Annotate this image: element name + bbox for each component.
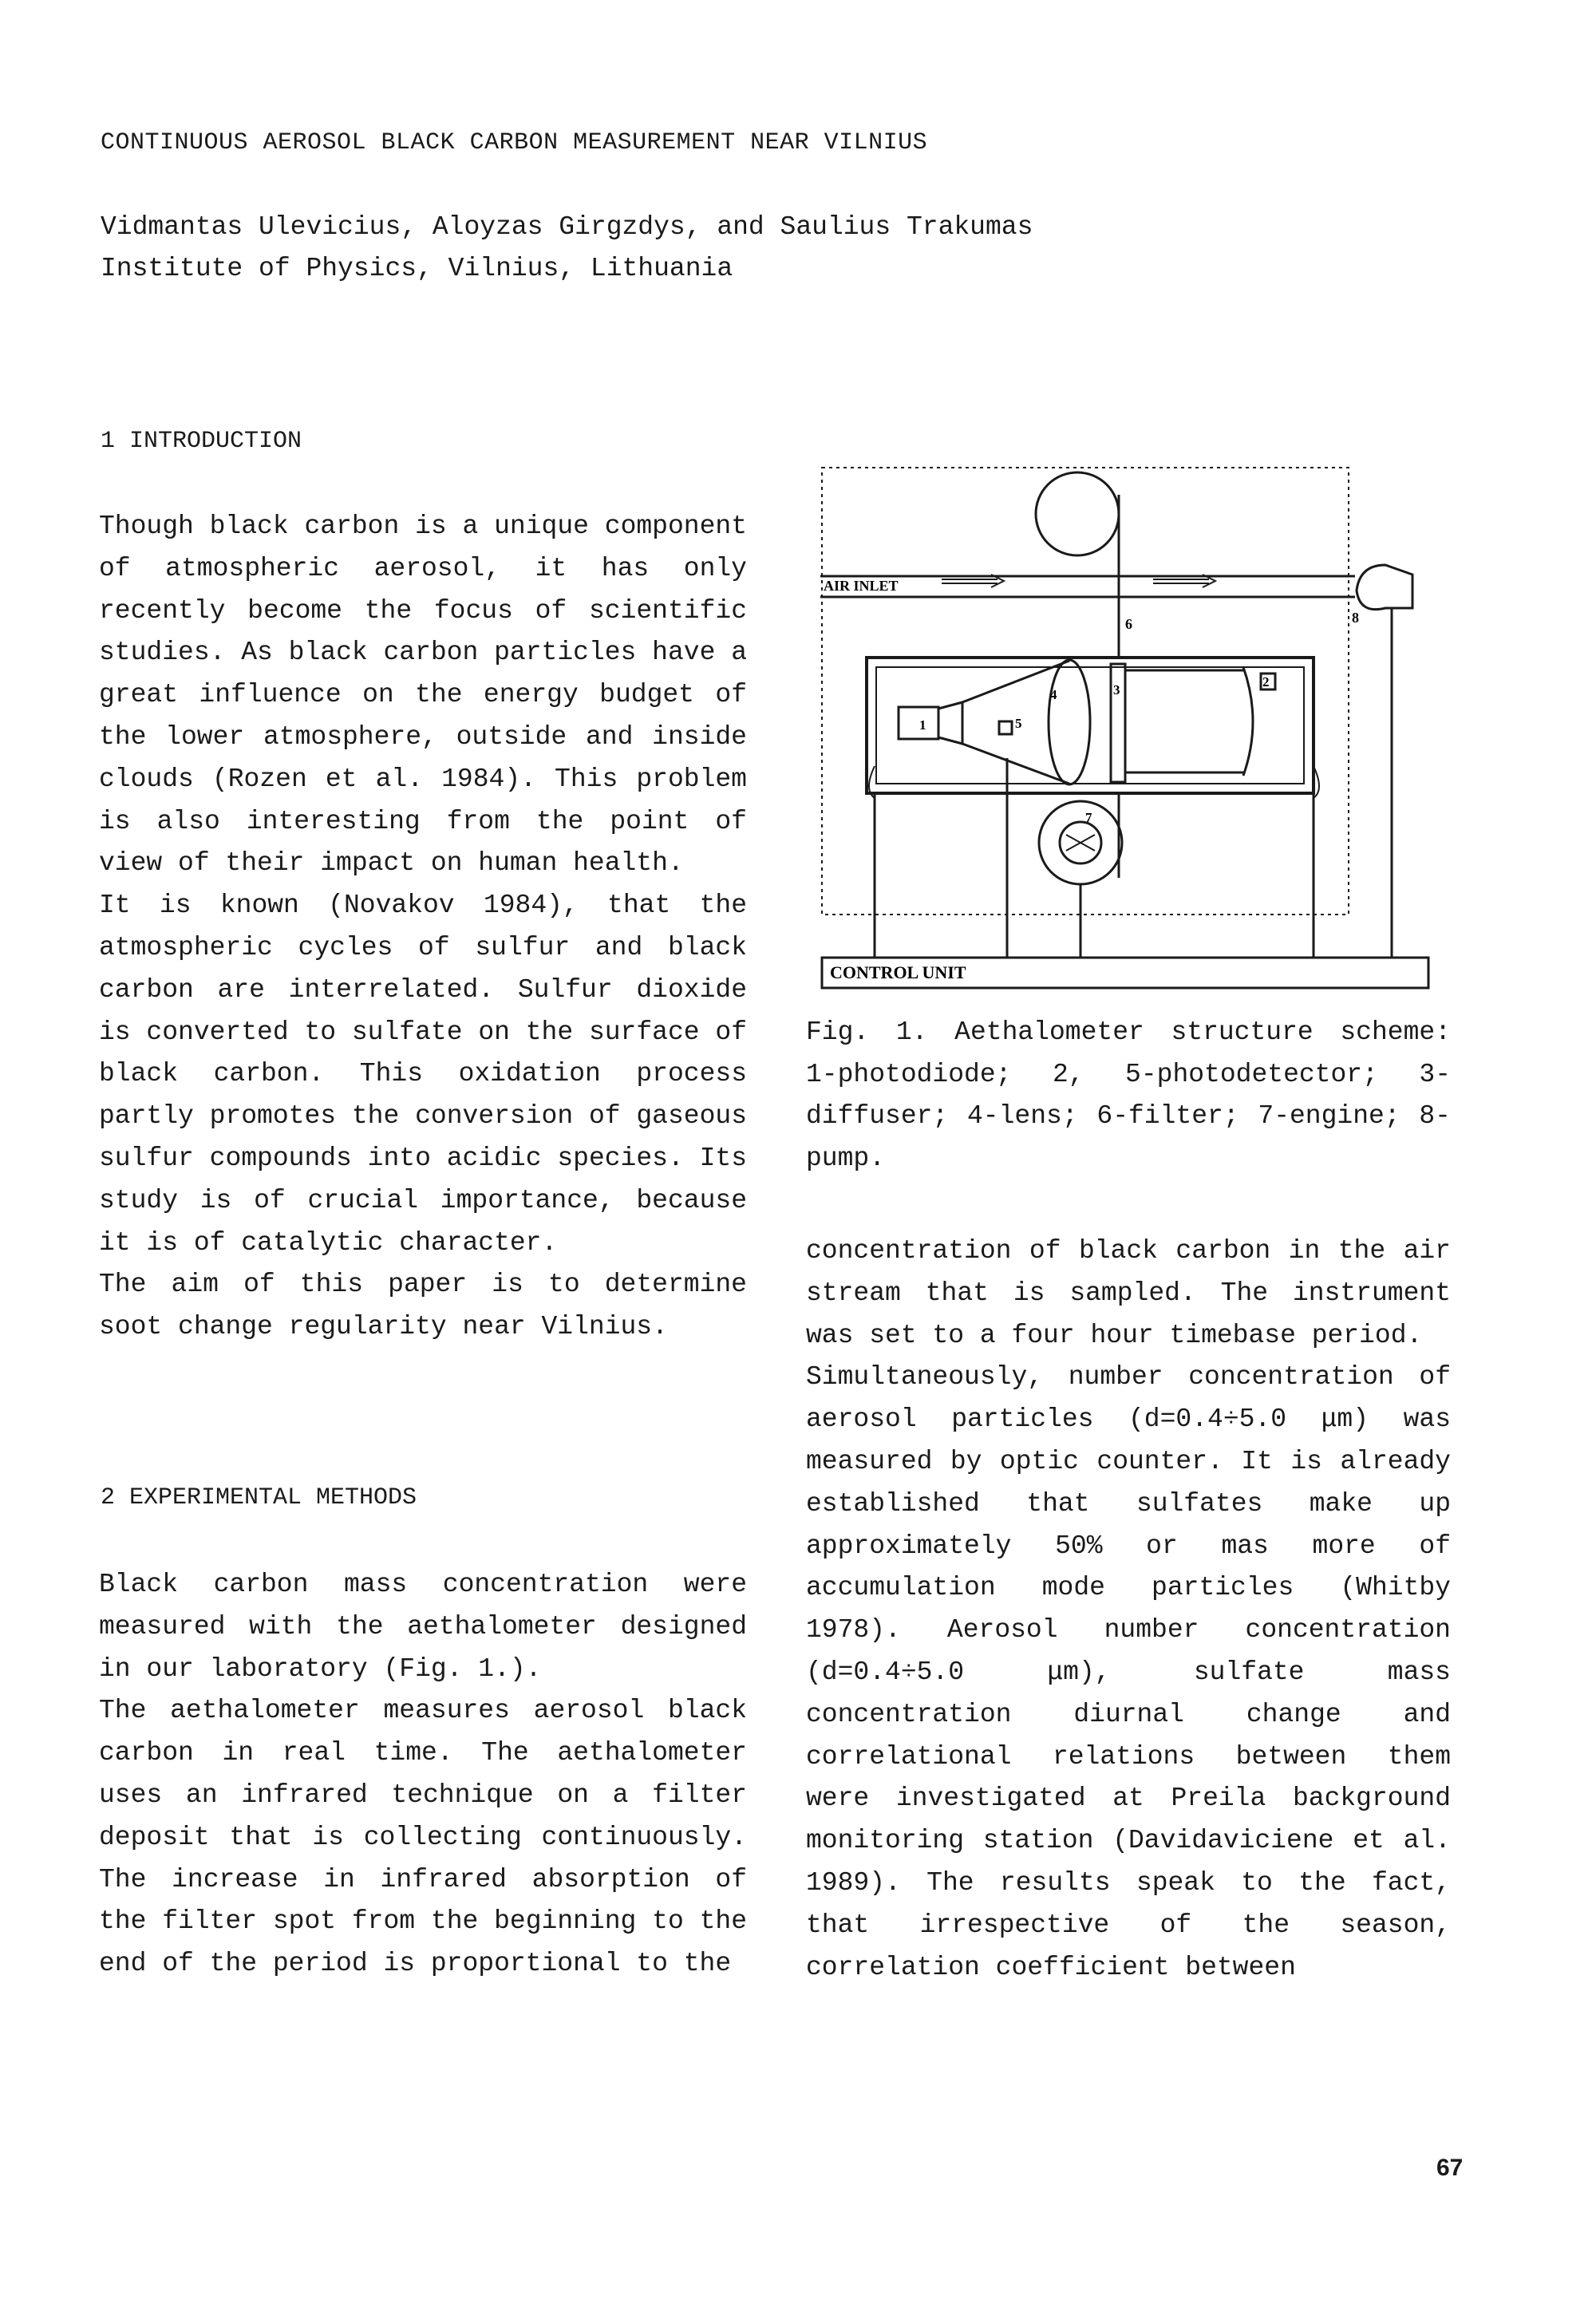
section-heading-introduction: 1 INTRODUCTION — [101, 428, 302, 455]
label-4: 4 — [1050, 687, 1057, 702]
right-paragraph-1: concentration of black carbon in the air stream that is sampled. The instrument was set to a four hour timebase period. — [806, 1236, 1451, 1350]
affiliation: Institute of Physics, Vilnius, Lithuania — [101, 254, 733, 283]
label-1: 1 — [919, 717, 926, 733]
page-number: 67 — [1436, 2155, 1464, 2181]
author-list: Vidmantas Ulevicius, Aloyzas Girgzdys, and Saulius Trakumas — [101, 212, 1033, 242]
pump-8 — [1357, 565, 1412, 610]
methods-body — [99, 1564, 747, 1985]
intro-paragraph-2: It is known (Novakov 1984), that the atmospheric cycles of sulfur and black carbon are interrelated. Sulfur dioxide is converted to sulfate on the surface of black carbon. This oxidation process partly promotes the conversion of gaseous sulfur compounds into acidic species. Its study is of crucial importance, because it is of catalytic character. — [99, 891, 747, 1258]
right-paragraph-2: Simultaneously, number concentration of aerosol particles (d=0.4÷5.0 μm) was measured by optic counter. It is already established that sulfates make up approximately 50% or mas more of accumulation mode particles (Whitby 1978). Aerosol number concentration (d=0.4÷5.0 μm), sulfate mass concentration diurnal change and correlational relations between them were investigated at Preila background monitoring station (Davidaviciene et al. 1989). The results speak to the fact, that irrespective of the season, correlation coefficient between — [806, 1362, 1451, 1982]
photodiode-housing — [938, 702, 962, 744]
filter-reel-top — [1036, 472, 1119, 555]
intro-paragraph-1: Though black carbon is a unique component of atmospheric aerosol, it has only recently become the focus of scientific studies. As black carbon particles have a great influence on the energy budget of the lower atmosphere, outside and inside clouds (Rozen et al. 1984). This problem is also interesting from the point of view of their impact on human health. — [99, 512, 747, 879]
introduction-body — [99, 506, 747, 1349]
label-2: 2 — [1262, 674, 1270, 689]
photodetector-5 — [999, 721, 1012, 734]
methods-paragraph-1: Black carbon mass concentration were measured with the aethalometer designed in our laboratory (Fig. 1.). — [99, 1570, 747, 1684]
paper-title: CONTINUOUS AEROSOL BLACK CARBON MEASUREMENT NEAR VILNIUS — [101, 129, 928, 156]
label-8: 8 — [1352, 610, 1359, 626]
control-unit-label: CONTROL UNIT — [830, 962, 966, 982]
photodiode-1 — [899, 707, 938, 739]
engine-7-cross — [1066, 835, 1095, 851]
methods-paragraph-2: The aethalometer measures aerosol black carbon in real time. The aethalometer uses an infrared technique on a filter deposit that is collecting continuously. The increase in infrared absorption of the filter spot from the beginning to the end of the period is proportional to the — [99, 1696, 747, 1979]
label-6: 6 — [1125, 616, 1132, 632]
enclosure-outline — [822, 468, 1349, 915]
right-column-body — [806, 1231, 1451, 1989]
photodetector-2-lens — [1243, 667, 1253, 776]
label-5: 5 — [1015, 716, 1022, 731]
label-3: 3 — [1113, 682, 1120, 697]
air-inlet-label: AIR INLET — [824, 578, 899, 594]
figure-caption: Fig. 1. Aethalometer structure scheme: 1-photodiode; 2, 5-photodetector; 3-diffuser; 4-lens; 6-filter; 7-engine; 8-pump. — [806, 1017, 1451, 1173]
section-heading-methods: 2 EXPERIMENTAL METHODS — [101, 1484, 417, 1511]
aethalometer-diagram — [806, 463, 1444, 990]
label-7: 7 — [1085, 810, 1092, 825]
intro-paragraph-3: The aim of this paper is to determine soot change regularity near Vilnius. — [99, 1270, 747, 1342]
lens-4 — [1049, 660, 1090, 784]
